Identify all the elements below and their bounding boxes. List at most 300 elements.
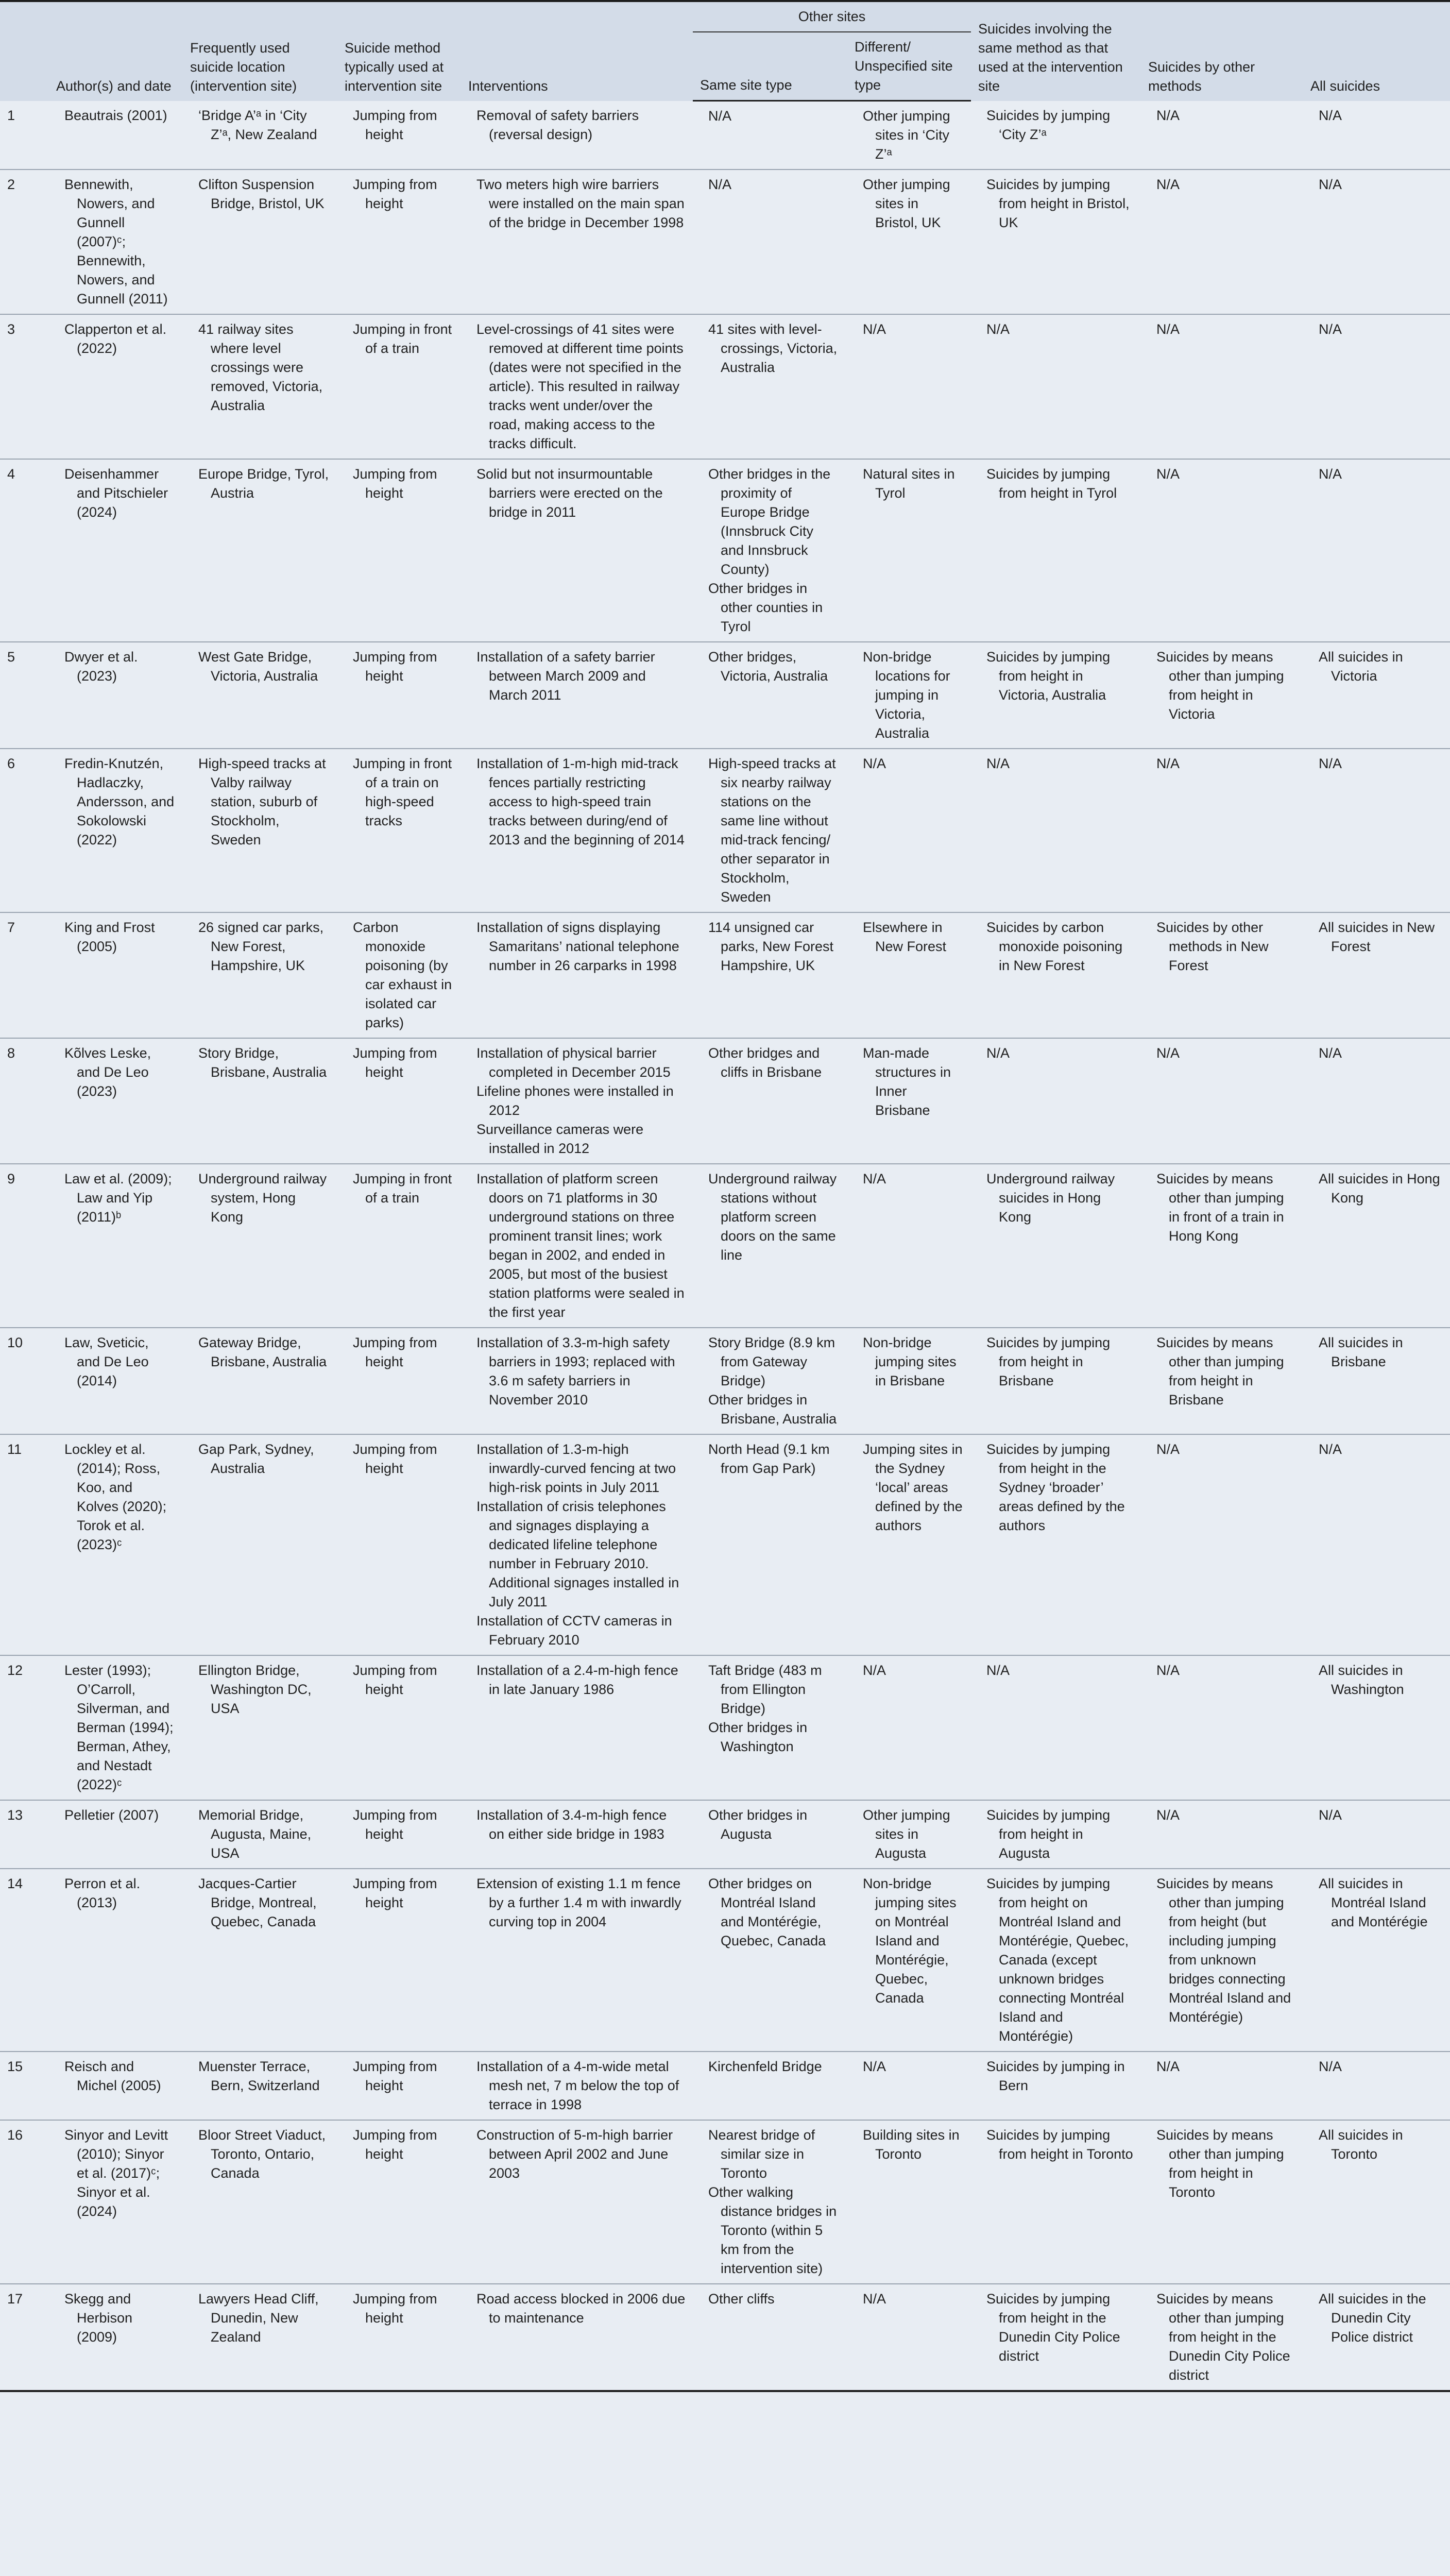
same-method-cell-text: Suicides by jumping from height in Bristol, UK xyxy=(986,177,1130,230)
interventions-cell xyxy=(461,2052,693,2120)
all-suicides-cell xyxy=(1303,2052,1450,2120)
same-method-cell-text: Suicides by jumping in Bern xyxy=(986,2059,1125,2093)
interventions-cell xyxy=(461,170,693,314)
other-methods-cell xyxy=(1141,2052,1303,2120)
row-number xyxy=(0,1328,49,1434)
all-suicides-cell xyxy=(1303,1869,1450,2052)
same-site-type-cell-text: Other bridges in the proximity of Europe Bridge (Innsbruck City and Innsbruck County) xyxy=(708,466,831,577)
author-cell xyxy=(49,1164,183,1328)
interventions-cell-text: Installation of platform screen doors on 71 platforms in 30 underground stations on three prominent transit lines; work began in 2002, and ended in 2005, but most of the busiest station platforms were sealed in the first year xyxy=(476,1171,685,1320)
same-site-type-cell-text: Other bridges in Augusta xyxy=(708,1807,808,1842)
header-location: Frequently used suicide location (intervention site) xyxy=(183,1,337,101)
interventions-cell xyxy=(461,912,693,1038)
row-number xyxy=(0,101,49,170)
row-number xyxy=(0,749,49,912)
location-cell-text: High-speed tracks at Valby railway station, suburb of Stockholm, Sweden xyxy=(198,756,326,848)
header-author: Author(s) and date xyxy=(49,1,183,101)
location-cell xyxy=(183,2120,337,2284)
interventions-cell xyxy=(461,1800,693,1869)
row-number-text: 8 xyxy=(7,1045,15,1061)
table-row xyxy=(0,1434,1450,1655)
method-cell-text: Jumping from height xyxy=(353,2059,437,2093)
other-methods-cell-text: N/A xyxy=(1156,1663,1180,1678)
all-suicides-cell xyxy=(1303,2120,1450,2284)
different-site-type-cell-text: Non-bridge jumping sites on Montréal Island and Montérégie, Quebec, Canada xyxy=(863,1876,957,2006)
other-methods-cell xyxy=(1141,1328,1303,1434)
method-cell-text: Jumping from height xyxy=(353,1335,437,1369)
same-method-cell xyxy=(971,1655,1141,1800)
interventions-cell xyxy=(461,642,693,749)
interventions-cell xyxy=(461,1038,693,1164)
same-method-cell-text: N/A xyxy=(986,1045,1010,1061)
same-method-cell xyxy=(971,170,1141,314)
same-method-cell-text: Suicides by carbon monoxide poisoning in New Forest xyxy=(986,920,1123,973)
other-methods-cell xyxy=(1141,749,1303,912)
interventions-cell-text: Lifeline phones were installed in 2012 xyxy=(476,1083,674,1118)
location-cell xyxy=(183,101,337,170)
author-cell-text: Skegg and Herbison (2009) xyxy=(64,2291,133,2345)
same-site-type-cell xyxy=(693,170,847,314)
method-cell xyxy=(337,459,461,642)
same-site-type-cell xyxy=(693,1164,847,1328)
location-cell xyxy=(183,1038,337,1164)
row-number-text: 5 xyxy=(7,649,15,665)
same-method-cell-text: Suicides by jumping ‘City Z’ᵃ xyxy=(986,107,1111,142)
same-site-type-cell xyxy=(693,1869,847,2052)
header-other-sites: Other sites xyxy=(693,1,971,32)
method-cell xyxy=(337,1328,461,1434)
author-cell-text: Pelletier (2007) xyxy=(64,1807,159,1823)
author-cell xyxy=(49,1655,183,1800)
different-site-type-cell-text: N/A xyxy=(863,321,886,337)
table-row xyxy=(0,170,1450,314)
author-cell-text: Kõlves Leske, and De Leo (2023) xyxy=(64,1045,151,1099)
row-number-text: 7 xyxy=(7,920,15,935)
same-site-type-cell-text: 41 sites with level-crossings, Victoria, Australia xyxy=(708,321,838,375)
method-cell xyxy=(337,1800,461,1869)
all-suicides-cell xyxy=(1303,1800,1450,1869)
interventions-cell-text: Extension of existing 1.1 m fence by a further 1.4 m with inwardly curving top in 2004 xyxy=(476,1876,681,1929)
interventions-cell xyxy=(461,101,693,170)
author-cell-text: Lockley et al. (2014); Ross, Koo, and Kolves (2020); Torok et al. (2023)ᶜ xyxy=(64,1442,167,1552)
different-site-type-cell xyxy=(847,314,971,459)
location-cell xyxy=(183,2284,337,2391)
header-all-suicides: All suicides xyxy=(1303,1,1450,101)
same-site-type-cell-text: N/A xyxy=(708,177,732,192)
author-cell xyxy=(49,170,183,314)
author-cell-text: King and Frost (2005) xyxy=(64,920,155,954)
same-site-type-cell xyxy=(693,1655,847,1800)
all-suicides-cell xyxy=(1303,2284,1450,2391)
other-methods-cell xyxy=(1141,2120,1303,2284)
different-site-type-cell xyxy=(847,749,971,912)
different-site-type-cell xyxy=(847,642,971,749)
header-other-methods: Suicides by other methods xyxy=(1141,1,1303,101)
method-cell-text: Carbon monoxide poisoning (by car exhaust in isolated car parks) xyxy=(353,920,452,1030)
location-cell-text: Clifton Suspension Bridge, Bristol, UK xyxy=(198,177,325,211)
other-methods-cell-text: N/A xyxy=(1156,1442,1180,1457)
all-suicides-cell-text: N/A xyxy=(1319,1045,1342,1061)
table-row xyxy=(0,2052,1450,2120)
interventions-cell-text: Installation of 3.3-m-high safety barriers in 1993; replaced with 3.6 m safety barriers in November 2010 xyxy=(476,1335,675,1408)
method-cell xyxy=(337,1038,461,1164)
different-site-type-cell-text: N/A xyxy=(863,2291,886,2307)
all-suicides-cell xyxy=(1303,459,1450,642)
different-site-type-cell-text: Building sites in Toronto xyxy=(863,2127,960,2162)
header-row-top xyxy=(0,1,1450,32)
different-site-type-cell xyxy=(847,170,971,314)
same-method-cell-text: Suicides by jumping from height in Toronto xyxy=(986,2127,1133,2162)
different-site-type-cell-text: Natural sites in Tyrol xyxy=(863,466,955,501)
other-methods-cell xyxy=(1141,170,1303,314)
other-methods-cell xyxy=(1141,912,1303,1038)
row-number xyxy=(0,642,49,749)
method-cell-text: Jumping in front of a train xyxy=(353,1171,452,1206)
same-method-cell xyxy=(971,1164,1141,1328)
row-number xyxy=(0,2120,49,2284)
same-site-type-cell-text: Kirchenfeld Bridge xyxy=(708,2059,822,2074)
different-site-type-cell-text: Jumping sites in the Sydney ‘local’ areas defined by the authors xyxy=(863,1442,963,1533)
author-cell-text: Bennewith, Nowers, and Gunnell (2007)ᶜ; Bennewith, Nowers, and Gunnell (2011) xyxy=(64,177,168,307)
other-methods-cell xyxy=(1141,1434,1303,1655)
interventions-cell-text: Installation of 3.4-m-high fence on either side bridge in 1983 xyxy=(476,1807,667,1842)
same-method-cell-text: Suicides by jumping from height in the Sydney ‘broader’ areas defined by the authors xyxy=(986,1442,1125,1533)
different-site-type-cell xyxy=(847,2284,971,2391)
author-cell xyxy=(49,642,183,749)
interventions-cell-text: Surveillance cameras were installed in 2012 xyxy=(476,1122,644,1156)
all-suicides-cell xyxy=(1303,749,1450,912)
same-site-type-cell xyxy=(693,2120,847,2284)
same-site-type-cell xyxy=(693,1038,847,1164)
other-methods-cell-text: N/A xyxy=(1156,321,1180,337)
header-interventions: Interventions xyxy=(461,1,693,101)
all-suicides-cell xyxy=(1303,1038,1450,1164)
all-suicides-cell xyxy=(1303,1434,1450,1655)
other-methods-cell-text: N/A xyxy=(1156,2059,1180,2074)
location-cell xyxy=(183,170,337,314)
other-methods-cell-text: Suicides by means other than jumping in front of a train in Hong Kong xyxy=(1156,1171,1284,1244)
location-cell xyxy=(183,912,337,1038)
same-method-cell-text: Suicides by jumping from height in Tyrol xyxy=(986,466,1117,501)
table-row xyxy=(0,2284,1450,2391)
location-cell xyxy=(183,1800,337,1869)
method-cell xyxy=(337,2052,461,2120)
other-methods-cell-text: Suicides by means other than jumping from height in the Dunedin City Police district xyxy=(1156,2291,1290,2383)
same-site-type-cell-text: 114 unsigned car parks, New Forest Hampshire, UK xyxy=(708,920,834,973)
same-site-type-cell-text: Other cliffs xyxy=(708,2291,775,2307)
all-suicides-cell xyxy=(1303,912,1450,1038)
same-method-cell xyxy=(971,1038,1141,1164)
other-methods-cell-text: N/A xyxy=(1156,466,1180,482)
interventions-cell xyxy=(461,1655,693,1800)
location-cell-text: ‘Bridge A’ᵃ in ‘City Z’ᵃ, New Zealand xyxy=(198,107,317,142)
other-methods-cell xyxy=(1141,1800,1303,1869)
all-suicides-cell xyxy=(1303,101,1450,170)
table-row xyxy=(0,642,1450,749)
location-cell xyxy=(183,314,337,459)
interventions-cell xyxy=(461,1164,693,1328)
same-site-type-cell xyxy=(693,314,847,459)
all-suicides-cell-text: All suicides in New Forest xyxy=(1319,920,1435,954)
different-site-type-cell-text: N/A xyxy=(863,2059,886,2074)
table-row xyxy=(0,314,1450,459)
header-same-method: Suicides involving the same method as that used at the intervention site xyxy=(971,1,1141,101)
interventions-cell-text: Installation of 1.3-m-high inwardly-curved fencing at two high-risk points in July 2011 xyxy=(476,1442,676,1495)
different-site-type-cell-text: N/A xyxy=(863,1663,886,1678)
interventions-cell xyxy=(461,2120,693,2284)
same-site-type-cell-text: N/A xyxy=(708,108,732,124)
interventions-cell-text: Road access blocked in 2006 due to maintenance xyxy=(476,2291,686,2326)
all-suicides-cell xyxy=(1303,170,1450,314)
same-site-type-cell-text: Story Bridge (8.9 km from Gateway Bridge) xyxy=(708,1335,835,1388)
same-method-cell xyxy=(971,2120,1141,2284)
all-suicides-cell xyxy=(1303,314,1450,459)
same-method-cell xyxy=(971,1869,1141,2052)
row-number xyxy=(0,2052,49,2120)
different-site-type-cell-text: Other jumping sites in Bristol, UK xyxy=(863,177,950,230)
interventions-cell xyxy=(461,1869,693,2052)
method-cell xyxy=(337,1655,461,1800)
row-number xyxy=(0,1655,49,1800)
all-suicides-cell-text: All suicides in Hong Kong xyxy=(1319,1171,1440,1206)
same-method-cell-text: N/A xyxy=(986,756,1010,771)
other-methods-cell xyxy=(1141,314,1303,459)
table-row xyxy=(0,749,1450,912)
interventions-cell-text: Installation of a 2.4-m-high fence in late January 1986 xyxy=(476,1663,678,1697)
location-cell-text: West Gate Bridge, Victoria, Australia xyxy=(198,649,318,684)
method-cell xyxy=(337,912,461,1038)
same-method-cell-text: Suicides by jumping from height in Augusta xyxy=(986,1807,1111,1861)
location-cell-text: Memorial Bridge, Augusta, Maine, USA xyxy=(198,1807,312,1861)
method-cell xyxy=(337,2284,461,2391)
same-method-cell xyxy=(971,2052,1141,2120)
method-cell xyxy=(337,1869,461,2052)
same-site-type-cell-text: Underground railway stations without platform screen doors on the same line xyxy=(708,1171,837,1263)
location-cell xyxy=(183,642,337,749)
same-method-cell xyxy=(971,642,1141,749)
row-number-text: 12 xyxy=(7,1663,23,1678)
location-cell-text: Jacques-Cartier Bridge, Montreal, Quebec, Canada xyxy=(198,1876,317,1929)
other-methods-cell-text: Suicides by means other than jumping from height in Victoria xyxy=(1156,649,1284,722)
method-cell-text: Jumping from height xyxy=(353,649,437,684)
row-number-text: 3 xyxy=(7,321,15,337)
same-method-cell xyxy=(971,459,1141,642)
interventions-cell xyxy=(461,459,693,642)
same-site-type-cell-text: Other bridges and cliffs in Brisbane xyxy=(708,1045,822,1080)
different-site-type-cell xyxy=(847,2120,971,2284)
method-cell xyxy=(337,1434,461,1655)
row-number-text: 11 xyxy=(7,1442,22,1457)
location-cell xyxy=(183,2052,337,2120)
author-cell xyxy=(49,314,183,459)
location-cell xyxy=(183,459,337,642)
row-number xyxy=(0,314,49,459)
same-site-type-cell xyxy=(693,642,847,749)
all-suicides-cell xyxy=(1303,642,1450,749)
method-cell xyxy=(337,2120,461,2284)
different-site-type-cell-text: Man-made structures in Inner Brisbane xyxy=(863,1045,951,1118)
location-cell-text: 41 railway sites where level crossings were removed, Victoria, Australia xyxy=(198,321,323,413)
header-method: Suicide method typically used at intervention site xyxy=(337,1,461,101)
interventions-cell-text: Installation of a 4-m-wide metal mesh net, 7 m below the top of terrace in 1998 xyxy=(476,2059,679,2112)
all-suicides-cell-text: All suicides in Montréal Island and Montérégie xyxy=(1319,1876,1428,1929)
same-site-type-cell xyxy=(693,912,847,1038)
location-cell-text: Lawyers Head Cliff, Dunedin, New Zealand xyxy=(198,2291,319,2345)
table-row xyxy=(0,459,1450,642)
method-cell-text: Jumping from height xyxy=(353,466,437,501)
all-suicides-cell-text: All suicides in Washington xyxy=(1319,1663,1404,1697)
same-site-type-cell-text: Other bridges in Brisbane, Australia xyxy=(708,1392,837,1427)
same-site-type-cell xyxy=(693,1434,847,1655)
location-cell-text: 26 signed car parks, New Forest, Hampshire, UK xyxy=(198,920,324,973)
other-methods-cell-text: N/A xyxy=(1156,1807,1180,1823)
same-site-type-cell-text: High-speed tracks at six nearby railway stations on the same line without mid-track fencing/ other separator in Stockholm, Sweden xyxy=(708,756,836,905)
method-cell xyxy=(337,749,461,912)
location-cell-text: Underground railway system, Hong Kong xyxy=(198,1171,327,1225)
interventions-cell-text: Installation of signs displaying Samaritans’ national telephone number in 26 carparks in 1998 xyxy=(476,920,679,973)
same-site-type-cell xyxy=(693,1328,847,1434)
interventions-cell-text: Removal of safety barriers (reversal design) xyxy=(476,107,639,142)
header-number xyxy=(0,1,49,101)
same-method-cell-text: N/A xyxy=(986,321,1010,337)
row-number-text: 1 xyxy=(7,107,15,123)
other-methods-cell xyxy=(1141,1869,1303,2052)
author-cell-text: Clapperton et al. (2022) xyxy=(64,321,167,356)
same-site-type-cell xyxy=(693,101,847,170)
interventions-cell xyxy=(461,749,693,912)
other-methods-cell xyxy=(1141,1655,1303,1800)
location-cell xyxy=(183,1328,337,1434)
different-site-type-cell xyxy=(847,1869,971,2052)
author-cell-text: Law, Sveticic, and De Leo (2014) xyxy=(64,1335,149,1388)
other-methods-cell-text: Suicides by means other than jumping from height (but including jumping from unknown bridges connecting Montréal Island and Montérégie) xyxy=(1156,1876,1291,2025)
author-cell xyxy=(49,1434,183,1655)
author-cell-text: Deisenhammer and Pitschieler (2024) xyxy=(64,466,168,520)
row-number-text: 14 xyxy=(7,1876,23,1891)
interventions-cell-text: Installation of physical barrier completed in December 2015 xyxy=(476,1045,671,1080)
method-cell-text: Jumping in front of a train xyxy=(353,321,452,356)
other-methods-cell-text: N/A xyxy=(1156,177,1180,192)
same-method-cell xyxy=(971,749,1141,912)
author-cell xyxy=(49,101,183,170)
method-cell xyxy=(337,642,461,749)
same-method-cell-text: Suicides by jumping from height in Victoria, Australia xyxy=(986,649,1111,703)
different-site-type-cell xyxy=(847,459,971,642)
method-cell xyxy=(337,314,461,459)
location-cell-text: Gateway Bridge, Brisbane, Australia xyxy=(198,1335,327,1369)
author-cell xyxy=(49,912,183,1038)
same-method-cell xyxy=(971,1434,1141,1655)
row-number xyxy=(0,170,49,314)
method-cell-text: Jumping from height xyxy=(353,107,437,142)
table-row xyxy=(0,2120,1450,2284)
other-methods-cell-text: Suicides by means other than jumping from height in Brisbane xyxy=(1156,1335,1284,1408)
all-suicides-cell-text: All suicides in Brisbane xyxy=(1319,1335,1403,1369)
other-methods-cell-text: N/A xyxy=(1156,1045,1180,1061)
table-row xyxy=(0,1328,1450,1434)
other-methods-cell-text: Suicides by means other than jumping from height in Toronto xyxy=(1156,2127,1284,2200)
same-site-type-cell xyxy=(693,749,847,912)
row-number-text: 10 xyxy=(7,1335,23,1350)
interventions-cell-text: Level-crossings of 41 sites were removed at different time points (dates were not specified in the article). This resulted in railway tracks went under/over the road, making access to the tracks difficult. xyxy=(476,321,684,451)
author-cell xyxy=(49,2052,183,2120)
interventions-cell-text: Installation of CCTV cameras in February 2010 xyxy=(476,1613,672,1648)
author-cell-text: Dwyer et al. (2023) xyxy=(64,649,138,684)
same-method-cell-text: Underground railway suicides in Hong Kong xyxy=(986,1171,1115,1225)
same-method-cell xyxy=(971,912,1141,1038)
row-number-text: 9 xyxy=(7,1171,15,1187)
interventions-cell-text: Solid but not insurmountable barriers were erected on the bridge in 2011 xyxy=(476,466,663,520)
all-suicides-cell-text: N/A xyxy=(1319,2059,1342,2074)
all-suicides-cell-text: N/A xyxy=(1319,466,1342,482)
other-methods-cell xyxy=(1141,642,1303,749)
different-site-type-cell-text: N/A xyxy=(863,756,886,771)
other-methods-cell xyxy=(1141,1164,1303,1328)
header-same-site-type: Same site type xyxy=(693,32,847,101)
interventions-cell xyxy=(461,1434,693,1655)
location-cell xyxy=(183,1655,337,1800)
different-site-type-cell xyxy=(847,101,971,170)
author-cell-text: Sinyor and Levitt (2010); Sinyor et al. (2017)ᶜ; Sinyor et al. (2024) xyxy=(64,2127,168,2219)
method-cell-text: Jumping from height xyxy=(353,177,437,211)
different-site-type-cell-text: Non-bridge locations for jumping in Victoria, Australia xyxy=(863,649,950,741)
different-site-type-cell xyxy=(847,1328,971,1434)
same-site-type-cell-text: Nearest bridge of similar size in Toronto xyxy=(708,2127,815,2181)
all-suicides-cell-text: N/A xyxy=(1319,1442,1342,1457)
different-site-type-cell xyxy=(847,1038,971,1164)
all-suicides-cell-text: N/A xyxy=(1319,177,1342,192)
location-cell xyxy=(183,1164,337,1328)
author-cell xyxy=(49,749,183,912)
different-site-type-cell-text: Non-bridge jumping sites in Brisbane xyxy=(863,1335,957,1388)
table-row xyxy=(0,1655,1450,1800)
same-method-cell xyxy=(971,101,1141,170)
interventions-cell-text: Installation of 1-m-high mid-track fences partially restricting access to high-speed train tracks between during/end of 2013 and the beginning of 2014 xyxy=(476,756,685,848)
row-number-text: 13 xyxy=(7,1807,23,1823)
row-number xyxy=(0,1800,49,1869)
author-cell xyxy=(49,1038,183,1164)
other-methods-cell-text: N/A xyxy=(1156,756,1180,771)
all-suicides-cell-text: All suicides in Victoria xyxy=(1319,649,1403,684)
row-number xyxy=(0,1869,49,2052)
table-row xyxy=(0,1038,1450,1164)
all-suicides-cell xyxy=(1303,1655,1450,1800)
same-site-type-cell-text: Other walking distance bridges in Toronto (within 5 km from the intervention site) xyxy=(708,2184,837,2276)
different-site-type-cell xyxy=(847,1434,971,1655)
different-site-type-cell xyxy=(847,1164,971,1328)
table-body xyxy=(0,101,1450,2392)
interventions-cell-text: Construction of 5-m-high barrier between April 2002 and June 2003 xyxy=(476,2127,673,2181)
method-cell xyxy=(337,101,461,170)
method-cell-text: Jumping from height xyxy=(353,2291,437,2326)
same-site-type-cell-text: Other bridges in Washington xyxy=(708,1720,808,1754)
author-cell-text: Perron et al. (2013) xyxy=(64,1876,141,1910)
author-cell-text: Law et al. (2009); Law and Yip (2011)ᵇ xyxy=(64,1171,172,1225)
method-cell-text: Jumping from height xyxy=(353,1442,437,1476)
location-cell xyxy=(183,1869,337,2052)
interventions-cell xyxy=(461,1328,693,1434)
different-site-type-cell-text: Other jumping sites in ‘City Z’ᵃ xyxy=(863,108,950,162)
table-row xyxy=(0,1164,1450,1328)
location-cell-text: Muenster Terrace, Bern, Switzerland xyxy=(198,2059,320,2093)
same-method-cell-text: Suicides by jumping from height in Brisbane xyxy=(986,1335,1111,1388)
location-cell-text: Bloor Street Viaduct, Toronto, Ontario, Canada xyxy=(198,2127,326,2181)
table-row xyxy=(0,1869,1450,2052)
different-site-type-cell-text: Other jumping sites in Augusta xyxy=(863,1807,950,1861)
same-site-type-cell-text: Taft Bridge (483 m from Ellington Bridge) xyxy=(708,1663,822,1716)
same-method-cell-text: N/A xyxy=(986,1663,1010,1678)
table-row xyxy=(0,101,1450,170)
